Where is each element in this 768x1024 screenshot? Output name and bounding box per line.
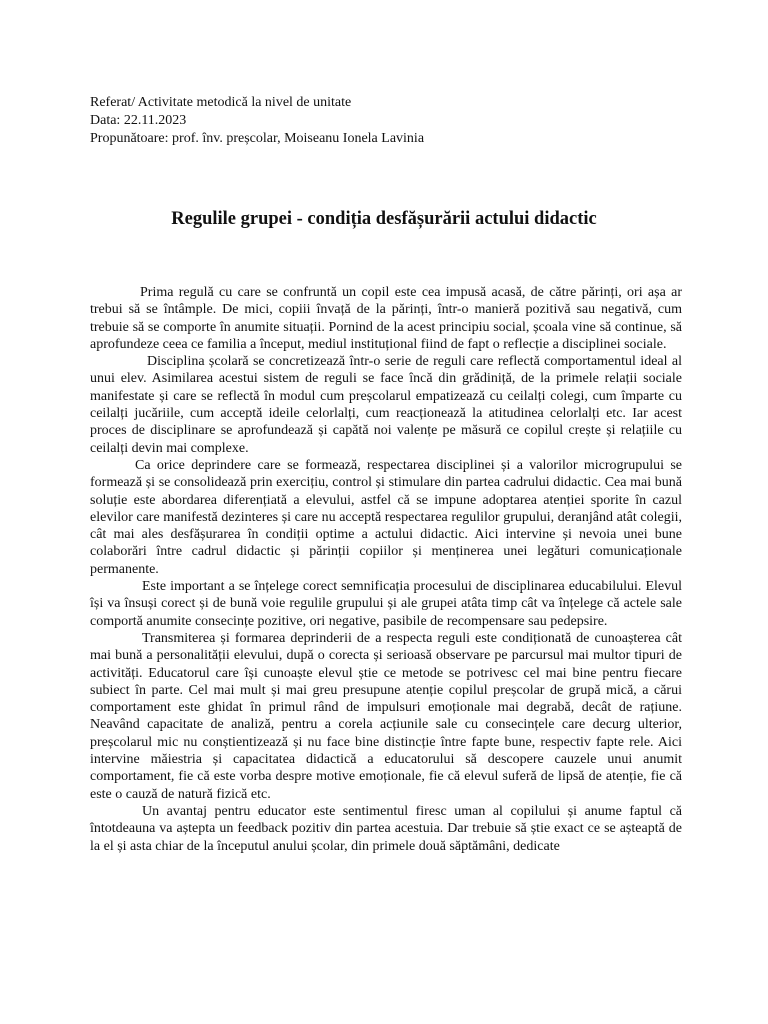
body-paragraph: Prima regulă cu care se confruntă un copil este cea impusă acasă, de către părinți, ori așa ar trebui să se întâmple. De mici, copiii învață de la părinți, într-o manieră pozitivă sau negativă, cum trebuie să se comporte în anumite situații. Pornind de la acest principiu social, școala vine să continue, să aprofundeze ceea ce familia a început, mediul instituțional fiind de fapt o reflecție a disciplinei sociale. — [90, 285, 682, 352]
body-paragraph: Disciplina școlară se concretizează într-o serie de reguli care reflectă comportamentul ideal al unui elev. Asimilarea acestui sistem de reguli se face încă din grădiniță, de la primele relații sociale manifestate și care se reflectă în modul cum preșcolarul empatizează cu ceilalți colegi, cum împarte cu ceilalți jucăriile, cum acceptă ideile celorlalți, cum reacționează la atitudinea celorlalți etc. Iar acest proces de disciplinare se aprofundează și capătă noi valențe pe măsură ce copilul crește și relațiile cu ceilalți devin mai complexe. — [90, 354, 682, 456]
document-body — [90, 284, 682, 855]
body-paragraph: Este important a se înțelege corect semnificația procesului de disciplinarea educabilului. Elevul își va însuși corect și de bună voie regulile grupului și ale grupei atâta timp cât va înțelege că actele sale comportă anumite consecințe pozitive, ori negative, pasibile de recompensare sau pedepsire. — [90, 579, 682, 629]
body-paragraph: Ca orice deprindere care se formează, respectarea disciplinei și a valorilor microgrupului se formează și se consolidează prin exercițiu, control și stimulare din partea cadrului didactic. Cea mai bună soluție este abordarea diferențiată a elevului, astfel că se impune adoptarea atenției sporite în cazul elevilor care manifestă dezinteres și care nu acceptă respectarea regulilor grupului, deranjând atât colegii, cât mai ales desfășurarea în condiții optime a actului didactic. Aici intervine și nevoia unei bune colaborări între cadrul didactic și părinții copiilor și menținerea unei legături comunicaționale permanente. — [90, 457, 682, 577]
body-paragraph: Transmiterea și formarea deprinderii de a respecta reguli este condiționată de cunoașterea cât mai bună a personalității elevului, după o corecta și serioasă observare pe parcursul mai multor tipuri de activități. Educatorul care își cunoaște elevul știe ce metode se potrivesc cel mai bine pentru fiecare subiect în parte. Cel mai mult și mai greu presupune atenție copilul preșcolar de grupă mică, a cărui comportament este ghidat în primul rând de impulsuri emoționale mai degrabă, decât de rațiune. Neavând capacitate de analiză, pentru a corela acțiunile sale cu consecințele care decurg ulterior, preșcolarul mic nu conștientizează și nu face bine distincție între fapte bune, respectiv fapte rele. Aici intervine măiestria și capacitatea didactică a educatorului să descopere cauzele unui anumit comportament, fie că este vorba despre motive emoționale, fie că elevul suferă de lipsă de atenție, fie că este o cauză de natură fizică etc. — [90, 630, 682, 802]
body-paragraph: Un avantaj pentru educator este sentimentul firesc uman al copilului și anume faptul că întotdeauna va aștepta un feedback pozitiv din partea acestuia. Dar trebuie să știe exact ce se așteaptă de la el și asta chiar de la începutul anului școlar, din primele două săptămâni, dedicate — [90, 803, 682, 854]
document-header — [90, 94, 424, 148]
header-line-author: Propunătoare: prof. înv. preșcolar, Moiseanu Ionela Lavinia — [90, 131, 425, 146]
document-title: Regulile grupei - condiția desfășurării actului didactic — [171, 209, 597, 229]
header-line-date: Data: 22.11.2023 — [90, 113, 187, 128]
header-line-report: Referat/ Activitate metodică la nivel de unitate — [90, 95, 352, 110]
